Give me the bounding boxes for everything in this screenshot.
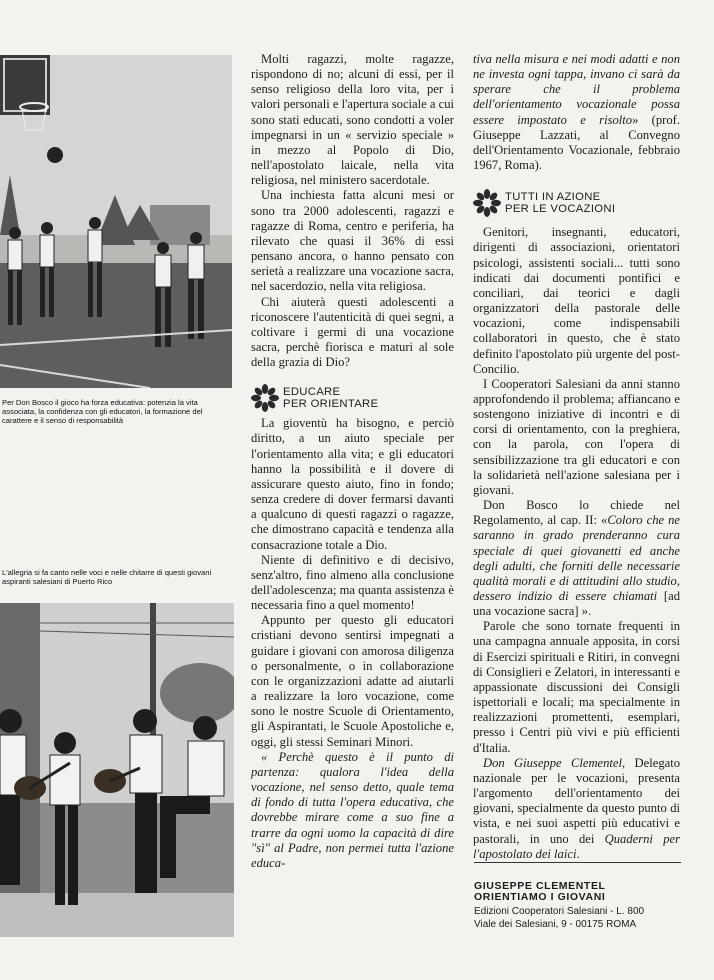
paragraph: Niente di definitivo e di decisivo, senz'altro, fino almeno alla conclusione dell'adolescenza; ma quanta assistenza è necessaria fino a quel momento! (251, 552, 454, 613)
photo-basketball-game (0, 55, 232, 388)
text-run: Delegato nazionale per le vocazioni, presenta l'argomento dell'orientamento dei giovani, specialmente da questo punto di vista, e nei suoi aspetti più educativi e pastorali, in uno dei (473, 755, 680, 846)
text-run: Don Bosco lo chiede nel Regolamento, al cap. II: « (473, 498, 680, 528)
paragraph: I Cooperatori Salesiani da anni stanno approfondendo il problema; affiancano e sostengono iniziative di incontri e di corsi di orientamento, con la preghiera, con la parola, con l'opera di sensibilizzazione tra gli educatori e con la solidarietà nell'azione salesiana per i giovani. (473, 376, 680, 497)
text-run: . (576, 846, 580, 861)
quote-paragraph: « Perchè questo è il punto di partenza: qualora l'idea della vocazione, nel senso detto, quale tema di fondo di tutta l'opera educativa, che dovrebbe mirare come a suo fine a trarre da ogni uomo la capacità di dire "sì" al Padre, non permei tutta l'azione educa- (251, 749, 454, 870)
section-heading-tutti (473, 189, 680, 217)
paragraph: Una inchiesta fatta alcuni mesi or sono tra 2000 adolescenti, ragazzi e ragazze di Roma, centro e periferia, ha rilevato che quasi il 36% di essi pensano ancora, o hanno pensato con serietà a realizzare una vocazione sacra, nel sacerdozio, nella vita religiosa. (251, 188, 454, 294)
paragraph: Chi aiuterà questi adolescenti a riconoscere l'autenticità di quei segni, a coltivare i germi di una vocazione sacra, perchè fiorisca e maturi al sole della grazia di Dio? (251, 294, 454, 370)
caption-bottom-photo: L'allegria si fa canto nelle voci e nelle chitarre di questi giovani aspiranti salesiani di Puerto Rico (2, 568, 212, 586)
heading-line: PER ORIENTARE (283, 398, 379, 411)
quote-italic: tiva nella misura e nei modi adatti e non ne investa ogni tappa, invano ci sarà da sperare che il problema dell'orientamento vocazionale possa essere impostato e risolto (473, 52, 680, 127)
author-name: Don Giuseppe Clementel, (483, 755, 626, 770)
book-author: GIUSEPPE CLEMENTEL (474, 880, 606, 892)
flower-ornament-icon (473, 189, 501, 217)
paragraph: Genitori, insegnanti, educatori, dirigenti di associazioni, orientatori psicologi, assistenti sociali... tutti sono indicati dai documenti pontifici e conciliari, dai teorici e dagli organizzatori della pastorale delle vocazioni, come indispensabili collaboratori in questo, che è stato definito l'apostolato più urgente del post-Concilio. (473, 225, 680, 376)
paragraph (473, 756, 680, 862)
book-publisher: Edizioni Cooperatori Salesiani - L. 800 (474, 906, 645, 917)
flower-ornament-icon (251, 384, 279, 412)
text-run: [ad una vocazione sacra] ». (473, 589, 681, 619)
book-address: Viale dei Salesiani, 9 - 00175 ROMA (474, 919, 637, 930)
quote-continuation (473, 52, 680, 173)
heading-line: EDUCARE (283, 386, 341, 399)
middle-text-column (251, 52, 454, 871)
paragraph (473, 498, 680, 619)
book-title: ORIENTIAMO I GIOVANI (474, 891, 606, 903)
paragraph: La gioventù ha bisogno, e perciò diritto, a un aiuto speciale per l'orientamento alla vita; e gli educatori hanno la possibilità e il dovere di assicurare questo aiuto, fino in fondo; senza credere di dover fermarsi davanti a qualcuno di questi ragazzi o ragazze, che dimostrano capacità e tendenza alla consacrazione totale a Dio. (251, 416, 454, 552)
book-series-title: Quaderni per l'apostolato dei laici (473, 831, 680, 861)
basketball-scene-illustration (0, 55, 232, 388)
paragraph: Molti ragazzi, molte ragazze, rispondono di no; alcuni di essi, per il senso religioso della loro vita, per i valori personali e l'apertura sociale a cui sono stati educati, sono condotti a voler impegnarsi in un « servizio speciale » in mezzo al Popolo di Dio, nell'apostolato laicale, nella vita religiosa, nel ministero sacerdotale. (251, 52, 454, 188)
section-heading-educare (251, 384, 454, 412)
caption-top-photo: Per Don Bosco il gioco ha forza educativa: potenzia la vita associata, la confidenza con gli educatori, la formazione del carattere e il senso di responsabilità (2, 398, 203, 425)
paragraph: Parole che sono tornate frequenti in una campagna annuale apposita, in corsi di Esercizi spirituali e Ritiri, in convegni di Consiglieri e Zelatori, in interessanti e appassionate discussioni dei Consigli ispettoriali e locali; ma specialmente in realizzazioni promettenti, esemplari, presso i Centri più vivi e più efficienti d'Italia. (473, 619, 680, 755)
guitar-singers-illustration (0, 603, 234, 937)
paragraph: Appunto per questo gli educatori cristiani devono sentirsi impegnati a guidare i giovani con amorosa diligenza o personalmente, o in collaborazione con le organizzazioni adatte ad aiutarli a realizzare la loro vocazione, come sono le nostre Scuole di Orientamento, gli Aspirantati, le Scuole Apostoliche e, oggi, gli stessi Seminari Minori. (251, 613, 454, 749)
right-text-column (473, 52, 680, 862)
quote-attribution: » (prof. Giuseppe Lazzati, al Convegno dell'Orientamento Vocazionale, febbraio 1967, Roma). (473, 112, 680, 173)
photo-guitar-singers (0, 603, 234, 937)
heading-line: TUTTI IN AZIONE (505, 191, 601, 204)
heading-line: PER LE VOCAZIONI (505, 203, 616, 216)
quote-italic: Coloro che ne saranno in grado prenderanno cura speciale di quei giovanetti ed anche degli adulti, che forniti delle necessarie qualità morali e di attitudini allo studio, dessero indizio di essere chiamati (473, 513, 680, 603)
book-advert (474, 862, 681, 931)
